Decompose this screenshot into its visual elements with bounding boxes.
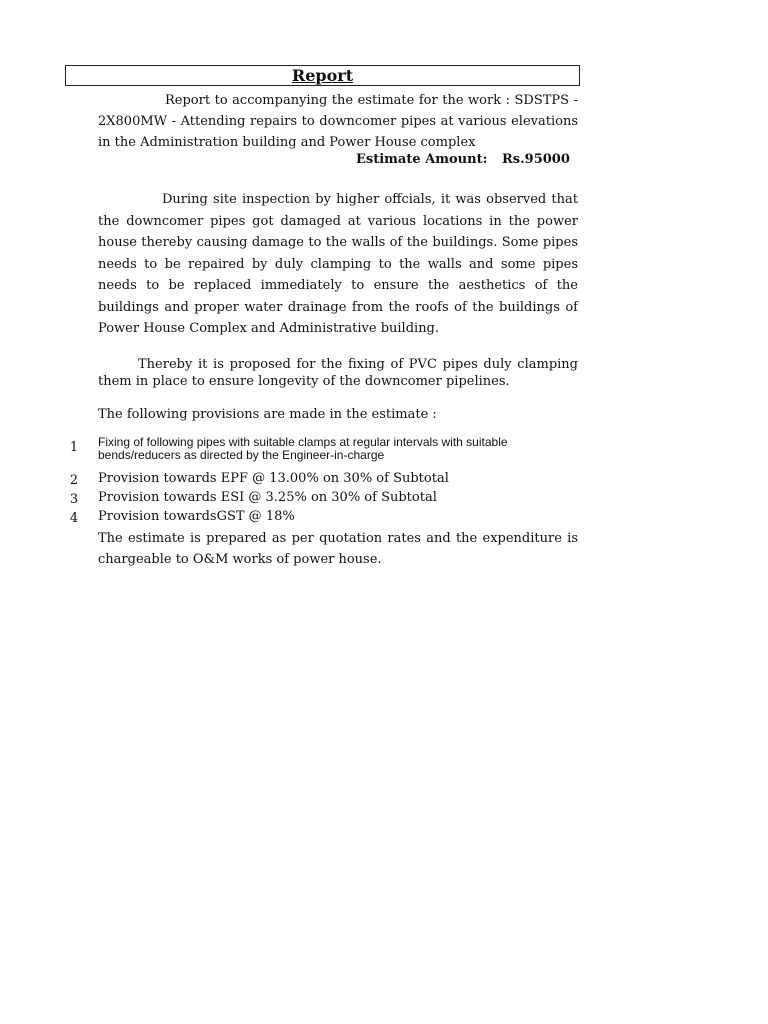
report-title: Report bbox=[291, 66, 354, 85]
provision-number: 4 bbox=[69, 511, 79, 526]
provision-number: 2 bbox=[69, 473, 79, 488]
report-title-box bbox=[65, 65, 580, 86]
provision-item: Fixing of following pipes with suitable clamps at regular intervals with suitable bends/reducers as directed by the Engineer-in-charge bbox=[98, 435, 508, 462]
proposal-paragraph: Thereby it is proposed for the fixing of PVC pipes duly clamping them in place to ensure longevity of the downcomer pipelines. bbox=[98, 357, 578, 389]
estimate-amount bbox=[356, 151, 570, 169]
estimate-amount-value: Rs.95000 bbox=[502, 152, 570, 167]
provision-number: 3 bbox=[69, 492, 79, 507]
provision-item: Provision towards EPF @ 13.00% on 30% of Subtotal bbox=[98, 471, 449, 486]
provision-item: Provision towardsGST @ 18% bbox=[98, 509, 295, 524]
intro-paragraph: Report to accompanying the estimate for the work : SDSTPS - 2X800MW - Attending repairs to downcomer pipes at various elevations in the Administration building and Power House complex bbox=[98, 93, 578, 150]
closing-paragraph: The estimate is prepared as per quotation rates and the expenditure is chargeable to O&M works of power house. bbox=[98, 531, 578, 567]
provision-number: 1 bbox=[69, 440, 79, 455]
provisions-heading: The following provisions are made in the estimate : bbox=[98, 407, 437, 422]
estimate-amount-label: Estimate Amount: bbox=[356, 152, 488, 167]
inspection-paragraph: During site inspection by higher offcials, it was observed that the downcomer pipes got damaged at various locations in the power house thereby causing damage to the walls of the buildings. Some pipes needs to be repaired by duly clamping to the walls and some pipes needs to be replaced immediately to ensure the aesthetics of the buildings and proper water drainage from the roofs of the buildings of Power House Complex and Administrative building. bbox=[98, 192, 578, 336]
provision-item: Provision towards ESI @ 3.25% on 30% of Subtotal bbox=[98, 490, 437, 505]
